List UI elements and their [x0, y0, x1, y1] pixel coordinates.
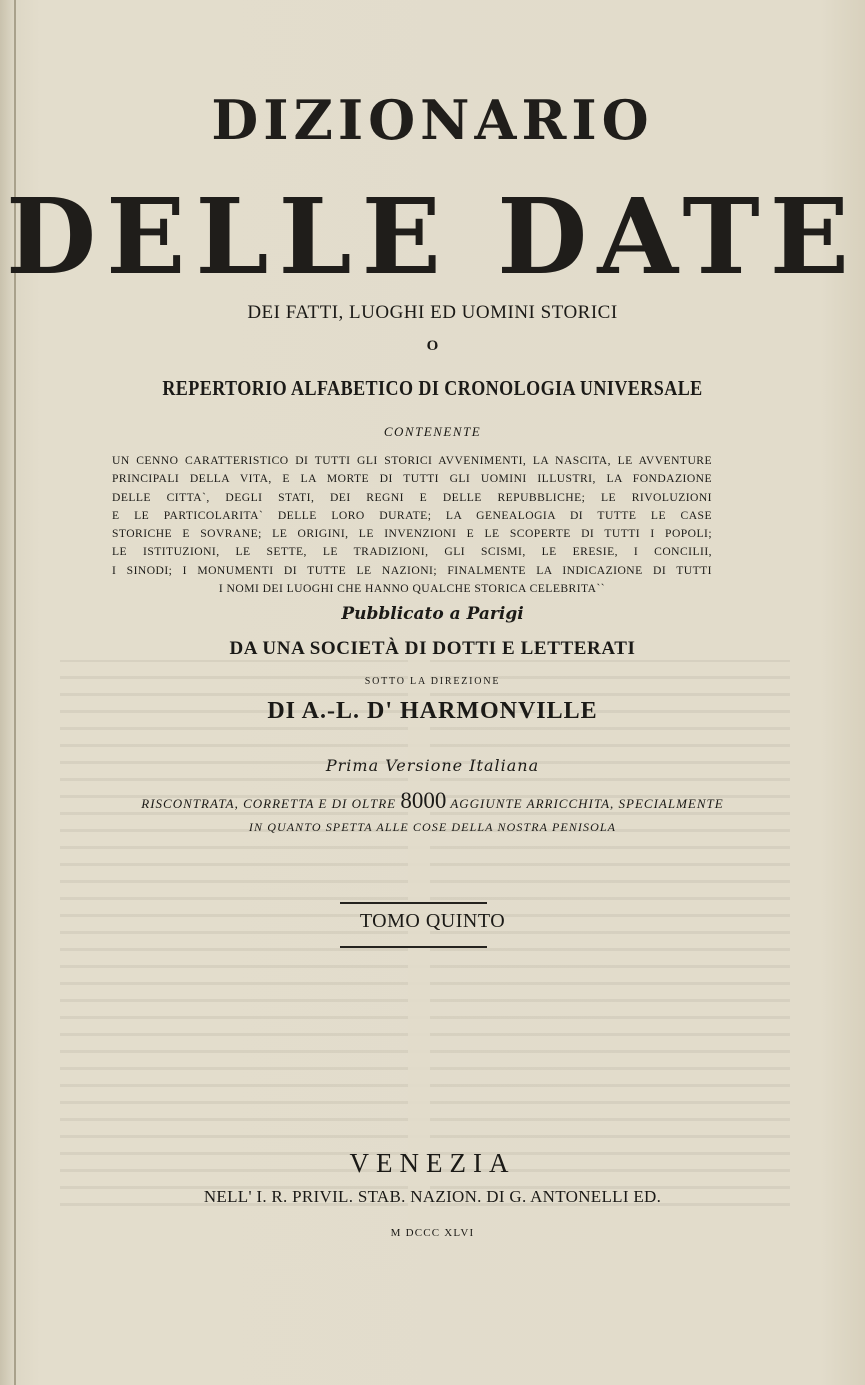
riscontrata-after: AGGIUNTE ARRICCHITA, SPECIALMENTE	[450, 796, 724, 811]
riscontrata-before: RISCONTRATA, CORRETTA E DI OLTRE	[141, 796, 397, 811]
description-block	[112, 452, 712, 598]
publisher-society: DA UNA SOCIETÀ DI DOTTI E LETTERATI	[229, 638, 636, 659]
description-line: PRINCIPALI DELLA VITA, E LA MORTE DI TUTTI GLI UOMINI ILLUSTRI, LA FONDAZIONE	[112, 472, 712, 486]
description-line: I NOMI DEI LUOGHI CHE HANNO QUALCHE STORICA CELEBRITA``	[218, 582, 606, 596]
additions-count: 8000	[400, 788, 447, 813]
subtitle-or: O	[426, 338, 439, 354]
author-name: DI A.-L. D' HARMONVILLE	[267, 698, 598, 724]
tomo-rule-top	[340, 902, 487, 904]
title-dizionario: DIZIONARIO	[211, 88, 654, 152]
imprint-city: VENEZIA	[349, 1148, 516, 1178]
description-line: E LE PARTICOLARITA` DELLE LORO DURATE; LA GENEALOGIA DI TUTTE LE CASE	[112, 508, 712, 522]
description-line: STORICHE E SOVRANE; LE ORIGINI, LE INVENZIONI E LE SCOPERTE DI TUTTI I POPOLI;	[112, 527, 712, 541]
riscontrata-line	[0, 788, 865, 814]
subtitle-fatti: DEI FATTI, LUOGHI ED UOMINI STORICI	[247, 302, 618, 323]
description-line: I SINODI; I MONUMENTI DI TUTTE LE NAZIONI; FINALMENTE LA INDICAZIONE DI TUTTI	[112, 563, 712, 577]
pubblicato-a-parigi: Pubblicato a Parigi	[341, 604, 524, 624]
in-quanto-line: IN QUANTO SPETTA ALLE COSE DELLA NOSTRA PENISOLA	[248, 820, 617, 834]
subtitle-repertorio: REPERTORIO ALFABETICO DI CRONOLOGIA UNIVERSALE	[162, 376, 703, 400]
description-line: UN CENNO CARATTERISTICO DI TUTTI GLI STORICI AVVENIMENTI, LA NASCITA, LE AVVENTURE	[112, 454, 712, 467]
prima-versione-italiana: Prima Versione Italiana	[325, 756, 540, 775]
description-line: DELLE CITTA`, DEGLI STATI, DEI REGNI E DELLE REPUBBLICHE; LE RIVOLUZIONI	[112, 490, 712, 504]
imprint-printer: NELL' I. R. PRIVIL. STAB. NAZION. DI G. ANTONELLI ED.	[203, 1187, 662, 1206]
contenente-label: CONTENENTE	[383, 424, 482, 439]
tomo-rule-bottom	[340, 946, 487, 948]
imprint-year: M DCCC XLVI	[390, 1227, 475, 1239]
volume-label: TOMO QUINTO	[359, 910, 506, 932]
sotto-la-direzione: SOTTO LA DIREZIONE	[364, 676, 501, 687]
title-delle-date: DELLE DATE	[5, 175, 860, 298]
show-through-column-gap	[408, 660, 430, 1220]
description-line: LE ISTITUZIONI, LE SETTE, LE TRADIZIONI, GLI SCISMI, LE ERESIE, I CONCILII,	[112, 545, 712, 559]
